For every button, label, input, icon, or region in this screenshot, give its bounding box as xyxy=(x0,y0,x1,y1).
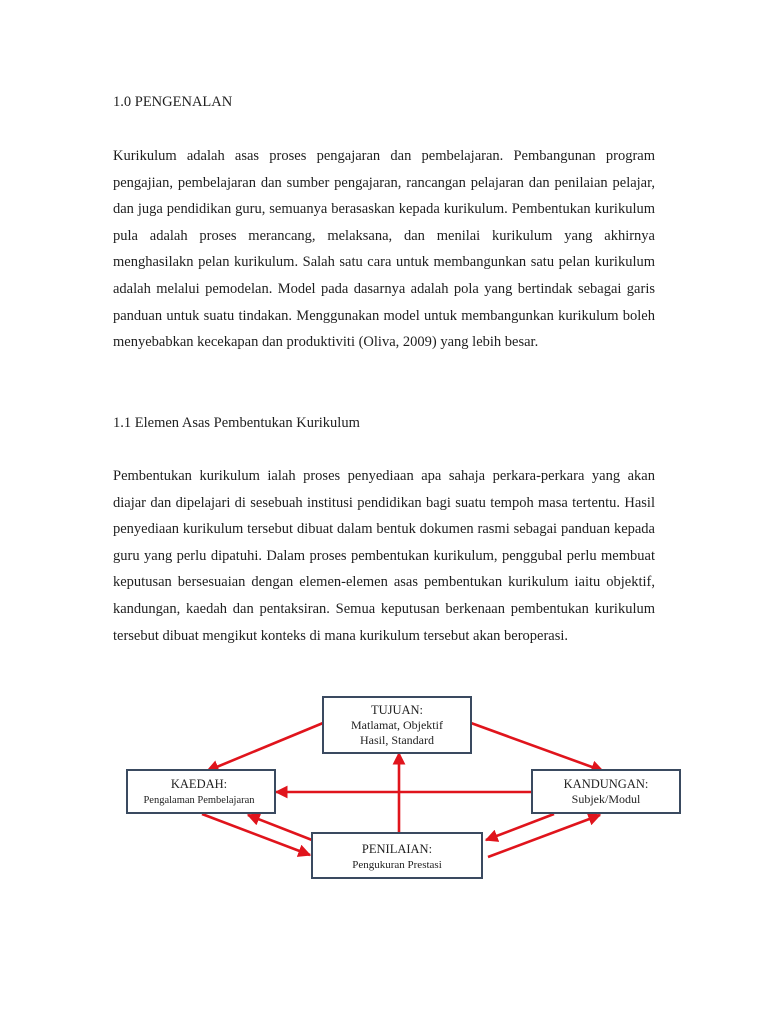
arrow-penilaian-to-kandungan xyxy=(488,815,600,857)
section-heading-1-1: 1.1 Elemen Asas Pembentukan Kurikulum xyxy=(113,415,360,431)
arrow-tujuan-to-kaedah xyxy=(207,723,323,771)
kandungan-title: KANDUNGAN: xyxy=(563,777,649,791)
kaedah-title: KAEDAH: xyxy=(170,777,228,791)
arrow-kaedah-to-penilaian xyxy=(202,814,310,855)
elements-paragraph: Pembentukan kurikulum ialah proses penyediaan apa sahaja perkara-perkara yang akan diajar dan dipelajari di sesebuah institusi pendidikan bagi suatu tempoh masa tertentu. Hasil penyediaan kurikulum tersebut dibuat dalam bentuk dokumen rasmi sebagai panduan kepada guru yang perlu dipatuhi. Dalam proses pembentukan kurikulum, penggubal perlu membuat keputusan bersesuaian dengan elemen-elemen asas pembentukan kurikulum iaitu objektif, kandungan, kaedah dan pentaksiran. Semua keputusan berkenaan pembentukan kurikulum tersebut dibuat mengikut konteks di mana kurikulum tersebut akan beroperasi. xyxy=(113,468,655,644)
penilaian-title: PENILAIAN: xyxy=(361,842,433,856)
tujuan-box xyxy=(323,697,471,753)
kaedah-line-1: Pengalaman Pembelajaran xyxy=(143,795,255,806)
arrow-tujuan-to-kandungan xyxy=(471,723,603,771)
kandungan-line-1: Subjek/Modul xyxy=(571,792,641,806)
tujuan-line-1: Matlamat, Objektif xyxy=(351,718,443,732)
intro-paragraph: Kurikulum adalah asas proses pengajaran dan pembelajaran. Pembangunan program pengajian, pembelajaran dan sumber pengajaran, rancangan pelajaran dan penilaian pelajar, dan juga pendidikan guru, semuanya berasaskan kepada kurikulum. Pembentukan kurikulum pula adalah proses merancang, melaksana, dan menilai kurikulum yang akhirnya menghasilakn pelan kurikulum. Salah satu cara untuk membangunkan satu pelan kurikulum adalah melalui pemodelan. Model pada dasarnya adalah pola yang bertindak sebagai garis panduan untuk suatu tindakan. Menggunakan model untuk membangunkan kurikulum boleh menyebabkan kecekapan dan produktiviti (Oliva, 2009) yang lebih besar. xyxy=(113,148,655,351)
section-heading-1-0: 1.0 PENGENALAN xyxy=(113,94,233,110)
penilaian-line-1: Pengukuran Prestasi xyxy=(352,859,442,871)
penilaian-box xyxy=(312,833,482,878)
tujuan-title: TUJUAN: xyxy=(370,703,424,717)
kandungan-box xyxy=(532,770,680,813)
kaedah-box xyxy=(127,770,275,813)
tujuan-line-2: Hasil, Standard xyxy=(360,733,434,747)
